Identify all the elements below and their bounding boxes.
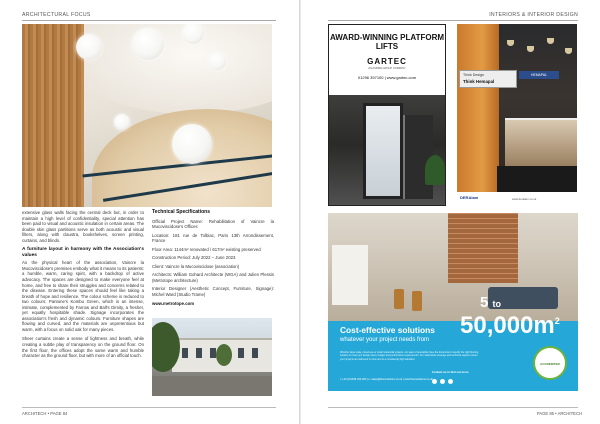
area-to: to: [492, 299, 502, 309]
display-case: [505, 118, 577, 166]
globe-pendant-light: [76, 34, 102, 60]
section-header: INTERIORS & INTERIOR DESIGN: [489, 12, 578, 18]
deralam-advert[interactable]: [457, 24, 577, 206]
page-footer: ARCHITECH • PAGE 84: [22, 411, 68, 416]
area-max: [460, 309, 560, 338]
accreditation-badge-icon: [533, 346, 567, 380]
spec-line: Interior Designer (Aesthetic Concept, Furniture, Signage): Michel Ward (Studio Trame): [152, 286, 274, 298]
atrium-photo: [22, 24, 272, 207]
area-max-value: 50,000m: [460, 312, 555, 339]
kitchen-units: [332, 245, 368, 305]
area-unit-sup: 2: [554, 316, 560, 326]
building-exterior-photo: [152, 318, 272, 396]
street: [152, 376, 272, 396]
article-column-1: [22, 210, 144, 363]
spec-line: Location: 181 rue de Tolbiac, Paris 13th Arrondissement, France: [152, 232, 274, 244]
advert-url[interactable]: www.deralam.co.uk: [512, 197, 537, 201]
globe-pendant-light: [172, 124, 212, 164]
spec-line: Official Project Name: Rehabilitation of Vaincre la Mucoviscidose's Offices: [152, 218, 274, 230]
badge-label: ACCREDITED: [540, 362, 560, 366]
window: [238, 348, 244, 358]
window: [182, 348, 188, 358]
advert-tagline-box: [459, 70, 517, 88]
spec-line: Architects: William Gohard Architecte (WGA) and Julien Plessis (Metrotope architecture): [152, 272, 274, 283]
tree: [216, 344, 232, 366]
advert-contact: t: +44 (0)1635 232 000 | e: sales@floorsolutions.co.uk | www.floorsolutions.co.uk: [340, 378, 433, 381]
left-page: [0, 0, 299, 424]
advert-headline: AWARD-WINNING PLATFORM LIFTS: [329, 33, 445, 51]
brick-wall: [448, 213, 518, 283]
logo-tagline: AN ASPIRE GROUP COMPANY: [368, 67, 406, 70]
counter: [497, 166, 577, 192]
globe-pendant-light: [208, 52, 226, 70]
advert-headline: Cost-effective solutions: [340, 325, 435, 335]
hemapal-logo: HEMAPAL: [519, 71, 559, 79]
spec-line: Construction Period: July 2022 – June 2023: [152, 255, 236, 261]
wood-slat-wall: [22, 24, 84, 207]
advert-header: [329, 25, 445, 95]
section-header: ARCHITECTURAL FOCUS: [22, 12, 91, 18]
advert-body: Whether large scale, mixed-use or small residential projects, our team of specialists have the know-how to specify the right flooring solution to meet your design intent, budget and performance requirements. Our nationwide coverage and technical support ensure your projects are delivered on time and to a consistently high standard.: [340, 351, 479, 361]
window: [196, 348, 202, 358]
subheading: A furniture layout in harmony with the Association's values: [22, 247, 144, 258]
spec-line: Client: Vaincre la Mucoviscidose (association): [152, 263, 240, 269]
globe-pendant-light: [132, 28, 164, 60]
advert-subline: whatever your project needs from: [340, 337, 430, 343]
pendant-lamp: [565, 48, 572, 54]
potted-plant: [425, 155, 445, 185]
gartec-logo: GARTEC: [367, 57, 407, 66]
header-rule: [22, 20, 276, 21]
footer-rule: [328, 407, 578, 408]
spec-title: Technical Specifications: [152, 209, 210, 215]
pendant-lamp: [527, 46, 534, 52]
page-footer: PAGE 85 • ARCHITECH: [536, 411, 582, 416]
advert-footer: [457, 192, 577, 206]
globe-pendant-light: [114, 114, 130, 130]
header-rule: [328, 20, 578, 21]
tagline-kicker: Think Design: [463, 73, 484, 77]
right-page: [301, 0, 600, 424]
paragraph: As the physical heart of the association, Vaincre la Mucoviscidose's premises embody what it means to its patients: a humble, warm, caring spirit, with a backdrop of active advocacy. The spaces are designed to make everyone feel at home, and free to share their struggles and concerns related to the disease. Entering these spaces should feel like taking a breath of hope and resilience. The colour scheme is reduced to two colours: Pantone's Kombu Green, which is an intense, intimate, complemented by Farrow and Ball's Dimity, a fresher, yet equally hospitable shade. Signage incorporates the association's fresh and dynamic colours. Furniture shapes are flowing and curved, and the materials are unpretentious but warm, with a focus on solid oak for many pieces.: [22, 260, 144, 332]
bar-stool: [412, 291, 422, 311]
platform-lift: [363, 103, 403, 199]
area-min-value: 5: [480, 294, 489, 311]
orange-wall: [457, 24, 499, 206]
window: [252, 348, 258, 358]
pendant-lamp: [507, 40, 514, 46]
tagline-headline: Think Hemapal: [463, 79, 495, 84]
gartec-advert[interactable]: [328, 24, 446, 206]
spec-line: Floor Area: 1144m² renovated / 617m² existing preserved: [152, 246, 261, 252]
flooring-advert[interactable]: [328, 213, 578, 391]
advert-cta: Contact us to find out more: [432, 370, 469, 374]
advert-contact: 01296 397100 | www.gartec.com: [357, 75, 417, 80]
website-link[interactable]: www.metrotope.com: [152, 300, 195, 306]
paragraph: Sheer curtains create a sense of lightness and breath, while creating a subtle play of transparency on the ground floor. On the first floor, the offices adopt the same warm and humble character as the ground floor, but with more of an official touch.: [22, 336, 144, 359]
pendant-lamp: [547, 38, 554, 44]
footer-rule: [22, 407, 276, 408]
technical-specifications: [152, 210, 274, 309]
deralam-logo: DERAlam: [460, 195, 479, 200]
bar-stool: [394, 289, 404, 309]
paragraph: extensive glass walls facing the central deck but, in order to maintain a high level of confidentiality, special attention has been paid to visual and acoustic insulation in certain areas. The double skin glass partitions serve as both acoustic and visual filters, along with claustra, bookshelves, screen printing, curtains, and blinds.: [22, 210, 144, 243]
